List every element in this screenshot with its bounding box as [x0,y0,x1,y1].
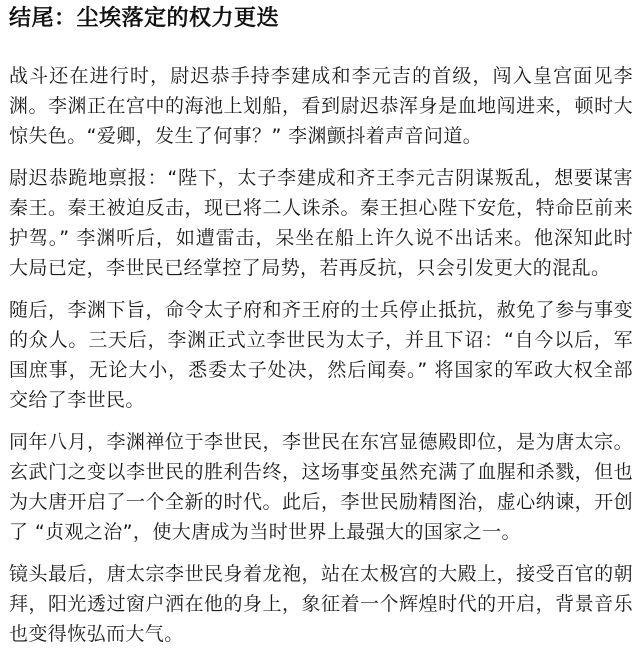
article [9,0,633,649]
article-title: 结尾：尘埃落定的权力更迭 [9,6,280,31]
paragraph-3: 随后，李渊下旨，命令太子府和齐王府的士兵停止抵抗，赦免了参与事变的众人。三天后，李渊正式立李世民为太子，并且下诏：“自今以后，军国庶事，无论大小，悉委太子处决，然后闻奏。” 将国家的军政大权全部交给了李世民。 [9,299,633,411]
paragraph-5: 镜头最后，唐太宗李世民身着龙袍，站在太极宫的大殿上，接受百官的朝拜，阳光透过窗户洒在他的身上，象征着一个辉煌时代的开启，背景音乐也变得恢弘而大气。 [9,563,633,645]
paragraph-4: 同年八月，李渊禅位于李世民，李世民在东宫显德殿即位，是为唐太宗。玄武门之变以李世民的胜利告终，这场事变虽然充满了血腥和杀戮，但也为大唐开启了一个全新的时代。此后，李世民励精图治，虚心纳谏，开创了 “贞观之治”，使大唐成为当时世界上最强大的国家之一。 [9,431,633,543]
paragraph-1: 战斗还在进行时，尉迟恭手持李建成和李元吉的首级，闯入皇宫面见李渊。李渊正在宫中的海池上划船，看到尉迟恭浑身是血地闯进来，顿时大惊失色。“爱卿，发生了何事？” 李渊颤抖着声音问道。 [9,65,633,147]
paragraph-2: 尉迟恭跪地禀报：“陛下，太子李建成和齐王李元吉阴谋叛乱，想要谋害秦王。秦王被迫反击，现已将二人诛杀。秦王担心陛下安危，特命臣前来护驾。” 李渊听后，如遭雷击，呆坐在船上许久说不出话来。他深知此时大局已定，李世民已经掌控了局势，若再反抗，只会引发更大的混乱。 [9,167,633,279]
